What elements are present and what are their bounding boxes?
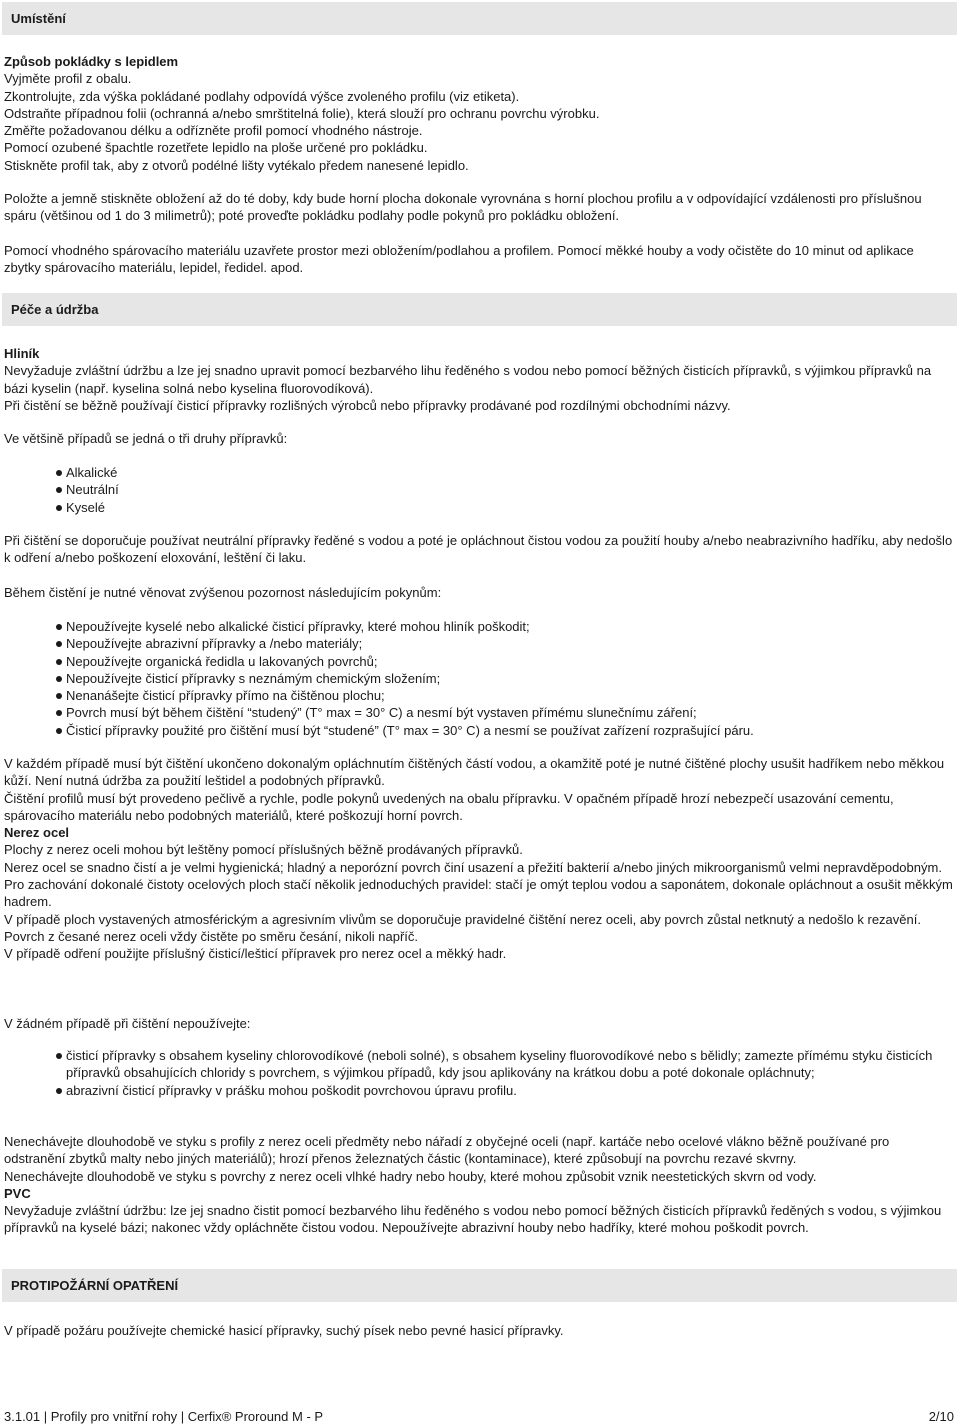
steel-line: V případě odření použijte příslušný čisticí/lešticí přípravek pro nerez ocel a měkký hadr. — [4, 946, 507, 962]
placement-line: Vyjměte profil z obalu. — [4, 71, 132, 87]
footer-page-number: 2/10 — [928, 1409, 954, 1424]
steel-line: Pro zachování dokonalé čistoty ocelových ploch stačí několik jednoduchých pravidel: stačí je omýt teplou vodou a saponátem, dokonale opláchnout a osušit měkkým hadrem. — [4, 877, 953, 910]
list-item: Nepoužívejte organická ředidla u lakovaných povrchů; — [4, 653, 954, 670]
aluminium-closing-block — [4, 755, 954, 963]
aluminium-p4: Při čištění se doporučuje používat neutrální přípravky ředěné s vodou a poté je opláchnout čistou vodou za použití houby a/nebo neabrazivního hadříku, aby nedošlo k odření a/nebo poškození eloxování, leštění či laku. — [4, 533, 953, 566]
placement-heading: Způsob pokládky s lepidlem — [4, 54, 179, 69]
section-header-umisteni: Umístění — [2, 2, 957, 35]
steel-heading: Nerez ocel — [4, 825, 70, 841]
list-item: abrazivní čisticí přípravky v prášku mohou poškodit povrchovou úpravu profilu. — [4, 1082, 954, 1099]
steel-line: Povrch z česané nerez oceli vždy čistěte po směru česání, nikoli napříč. — [4, 928, 419, 944]
list-item: Nepoužívejte kyselé nebo alkalické čisticí přípravky, které mohou hliník poškodit; — [4, 618, 954, 635]
pvc-text: Nevyžaduje zvláštní údržbu: lze jej snadno čistit pomocí bezbarvého lihu ředěného s vodou nebo pomocí běžných čisticích přípravků ředěných s vodou, s výjimkou přípravků na kyselé bázi; nakonec vždy opláchněte čistou vodou. Nepoužívejte abrazivní houby nebo hadříky, které mohou poškodit povrch. — [4, 1203, 942, 1236]
list-item: Alkalické — [4, 464, 954, 481]
list-item: Čisticí přípravky použité pro čištění musí být “studené” (T° max = 30° C) a nesmí se používat zařízení rozprašující páru. — [4, 722, 954, 739]
placement-block — [4, 53, 954, 174]
aluminium-p3: Ve většině případů se jedná o tři druhy přípravků: — [4, 431, 288, 446]
placement-line: Pomocí ozubené špachtle rozetřete lepidlo na ploše určené pro pokládku. — [4, 140, 428, 156]
placement-line: Odstraňte případnou folii (ochranná a/nebo smrštitelná folie), která slouží pro ochranu povrchu výrobku. — [4, 105, 600, 121]
placement-paragraph-1: Položte a jemně stiskněte obložení až do té doby, kdy bude horní plocha dokonale vyrovnána s horní plochou profilu a v odpovídající vzdálenosti pro příslušnou spáru (většinou od 1 do 3 milimetrů); poté proveďte pokládku podlahy podle pokynů pro pokládku obložení. — [4, 191, 922, 224]
aluminium-heading: Hliník — [4, 346, 40, 361]
aluminium-rules-list — [4, 618, 954, 739]
aluminium-p6: V každém případě musí být čištění ukončeno dokonalým opláchnutím čištěných částí vodou, a okamžitě poté je nutné čištěné plochy usušit hadříkem nebo měkkou kůží. Není nutná údržba za použití leštidel a podobných přípravků. — [4, 756, 945, 789]
steel-line: Plochy z nerez oceli mohou být leštěny pomocí příslušných běžně prodávaných přípravků. — [4, 842, 523, 858]
pvc-heading: PVC — [4, 1185, 31, 1201]
placement-paragraph-2: Pomocí vhodného spárovacího materiálu uzavřete prostor mezi obložením/podlahou a profilem. Pomocí měkké houby a vody očistěte do 10 minut od aplikace zbytky spárovacího materiálu, lepidel, ředidel. apod. — [4, 243, 914, 276]
section-header-pece: Péče a údržba — [2, 293, 957, 326]
section-header-pozar: PROTIPOŽÁRNÍ OPATŘENÍ — [2, 1269, 957, 1302]
aluminium-block — [4, 345, 954, 414]
steel-after-2: Nenechávejte dlouhodobě ve styku s povrchy z nerez oceli vlhké hadry nebo houby, které mohou způsobit vznik neestetických skvrn od vody. — [4, 1168, 817, 1184]
aluminium-p2: Při čistění se běžně používají čisticí přípravky rozlišných výrobců nebo přípravky prodávané pod rozdílnými obchodními názvy. — [4, 397, 731, 413]
list-item: Nepoužívejte abrazivní přípravky a /nebo materiály; — [4, 635, 954, 652]
list-item: Neutrální — [4, 481, 954, 498]
placement-line: Stiskněte profil tak, aby z otvorů podélné lišty vytékalo předem nanesené lepidlo. — [4, 157, 469, 173]
aluminium-p7: Čištění profilů musí být provedeno pečlivě a rychle, podle pokynů uvedených na obalu přípravku. V opačném případě hrozí nebezpečí usazování cementu, spárovacího materiálu nebo podobných materiálů, které poškozují horní povrch. — [4, 790, 894, 823]
placement-line: Změřte požadovanou délku a odřízněte profil pomocí vhodného nástroje. — [4, 123, 423, 139]
placement-line: Zkontrolujte, zda výška pokládané podlahy odpovídá výšce zvoleného profilu (viz etiketa). — [4, 88, 520, 104]
fire-text: V případě požáru používejte chemické hasicí přípravky, suchý písek nebo pevné hasicí přípravky. — [4, 1323, 564, 1338]
steel-never-list — [4, 1047, 954, 1099]
list-item: Povrch musí být během čištění “studený” (T° max = 30° C) a nesmí být vystaven přímému slunečnímu záření; — [4, 704, 954, 721]
steel-after-1: Nenechávejte dlouhodobě ve styku s profily z nerez oceli předměty nebo nářadí z obyčejné oceli (např. kartáče nebo ocelové vlákno běžně používané pro odstranění zbytků malty nebo jiných materiálů); hrozí přenos železnatých částic (kontaminace), které způsobují na povrchu rezavé skvrny. — [4, 1134, 890, 1167]
steel-line: Nerez ocel se snadno čistí a je velmi hygienická; hladný a neporózní povrch činí usazení a přežití bakterií a/nebo jiných mikroorganismů velmi nepravděpodobným. — [4, 859, 942, 875]
list-item: Nepoužívejte čisticí přípravky s neznámým chemickým složením; — [4, 670, 954, 687]
list-item: Kyselé — [4, 499, 954, 516]
footer-document-info: 3.1.01 | Profily pro vnitřní rohy | Cerfix® Proround M - P — [4, 1409, 324, 1424]
list-item: Nenanášejte čisticí přípravky přímo na čištěnou plochu; — [4, 687, 954, 704]
aluminium-p1: Nevyžaduje zvláštní údržbu a lze jej snadno upravit pomocí bezbarvého lihu ředěného s vodou nebo pomocí běžných čisticích přípravků, s výjimkou přípravků na bázi kyselin (např. kyselina solná nebo kyselina fluorovodíková). — [4, 363, 932, 396]
steel-after-block — [4, 1133, 954, 1237]
list-item: čisticí přípravky s obsahem kyseliny chlorovodíkové (neboli solné), s obsahem kyseliny fluorovodíkové nebo s bělidly; zamezte přímému styku čisticích přípravků obsahujících chloridy s povrchem, s výjimkou případů, kdy jsou aplikovány na krátkou dobu a poté dokonale opláchnuty; — [4, 1047, 954, 1082]
aluminium-types-list — [4, 464, 954, 516]
aluminium-p5: Během čistění je nutné věnovat zvýšenou pozornost následujícím pokynům: — [4, 585, 442, 600]
steel-never-intro: V žádném případě při čištění nepoužívejte: — [4, 1016, 251, 1031]
steel-line: V případě ploch vystavených atmosférickým a agresivním vlivům se doporučuje pravidelné čištění nerez oceli, aby povrch zůstal netknutý a nedošlo k rezavění. — [4, 911, 921, 927]
